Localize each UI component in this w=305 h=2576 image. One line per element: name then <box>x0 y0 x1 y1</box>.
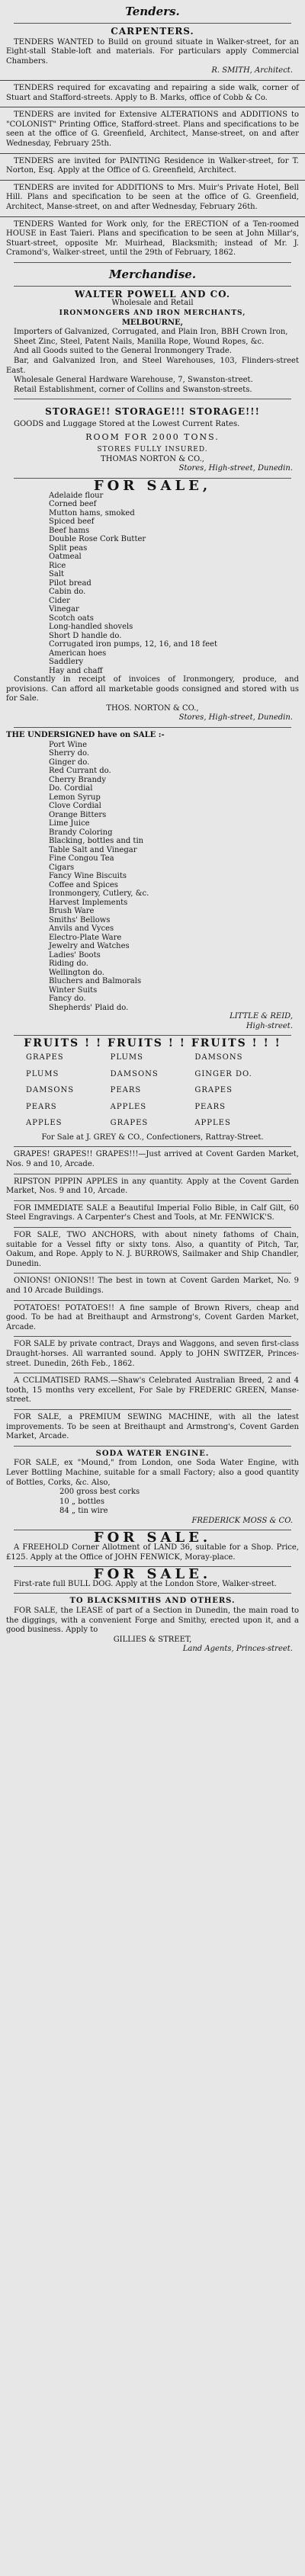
tender-signature: R. SMITH, Architect. <box>211 66 293 75</box>
list-item: Coffee and Spices <box>49 880 118 889</box>
tender-heading: CARPENTERS. <box>111 26 194 37</box>
item-list <box>6 741 299 1013</box>
tender-ad-excavating <box>0 80 305 107</box>
list-item: Orange Bitters <box>49 810 107 819</box>
ad-body: POTATOES! POTATOES!! A fine sample of Brown Rivers, cheap and good. To be had at Breithaupt and Armstrong's, Covent Garden Market, Arcade. <box>6 1303 299 1331</box>
tender-body: TENDERS are invited for Extensive ALTERATIONS and ADDITIONS to "COLONIST" Printing Office, Stafford-street. Plans and specifications to be seen at the office of G. Greenfield, Architect, Manse-street, on and after Wednesday, February 25th. <box>6 111 299 148</box>
list-item: Double Rose Cork Butter <box>49 535 146 544</box>
ad-title: FRUITS ! ! FRUITS ! ! FRUITS ! ! ! <box>24 1037 281 1050</box>
ad-walter-powell <box>0 287 305 399</box>
ad-signature: Stores, High-street, Dunedin. <box>178 713 293 722</box>
ad-title: SODA WATER ENGINE. <box>95 1449 210 1458</box>
list-item: Clove Cordial <box>49 802 101 811</box>
tender-ad-house-erection <box>0 216 305 262</box>
list-item: Port Wine <box>49 740 87 749</box>
tender-body: TENDERS required for excavating and repairing a side walk, corner of Stuart and Stafford-streets. Apply to B. Marks, office of Cobb & Co. <box>6 83 299 102</box>
list-item: Ginger do. <box>49 758 90 767</box>
list-item: Brandy Coloring <box>49 828 113 837</box>
tender-ad-carpenters <box>0 24 305 80</box>
ad-body: Retail Establishment, corner of Collins and Swanston-streets. <box>14 385 252 394</box>
small-ad <box>0 1174 305 1200</box>
item-list <box>6 1488 299 1517</box>
list-item: Spiced beef <box>49 517 95 527</box>
divider <box>14 262 291 263</box>
section-heading-merchandise: Merchandise. <box>108 267 197 281</box>
list-item: Riding do. <box>49 960 88 969</box>
list-item: Winter Suits <box>49 985 98 995</box>
small-ad <box>0 1274 305 1299</box>
list-item: Red Currant do. <box>49 767 111 776</box>
list-item: Sherry do. <box>49 749 90 758</box>
fruit-cell: DAMSONS <box>110 1069 159 1078</box>
list-item: Table Salt and Vinegar <box>49 845 137 854</box>
list-item: Salt <box>49 570 65 579</box>
list-item: Vinegar <box>49 605 79 614</box>
ad-subtitle: IRONMONGERS AND IRON MERCHANTS, <box>59 309 246 318</box>
list-item: Shepherds' Plaid do. <box>49 1003 129 1012</box>
list-item: Fancy Wine Biscuits <box>49 872 127 881</box>
small-ad <box>0 1301 305 1337</box>
list-item: Blacking, bottles and tin <box>49 837 144 846</box>
list-item: Electro-Plate Ware <box>49 933 122 942</box>
section-tenders <box>0 5 305 262</box>
list-item: Cigars <box>49 863 75 872</box>
tender-ad-colonist-office <box>0 107 305 152</box>
list-item: Short D handle do. <box>49 631 122 640</box>
ad-for-sale-norton <box>0 479 305 727</box>
fruit-grid <box>6 1049 299 1133</box>
list-item: Beef hams <box>49 526 90 535</box>
fruit-cell: PEARS <box>110 1086 142 1095</box>
ad-body: Importers of Galvanized, Corrugated, and Plain Iron, BBH Crown Iron, <box>14 328 288 337</box>
small-ad <box>0 1337 305 1373</box>
ad-title: FOR SALE. <box>93 1530 212 1546</box>
ad-subtitle: Wholesale and Retail <box>111 299 194 308</box>
list-item: Anvils and Vyces <box>49 924 114 934</box>
ad-highlight: ROOM FOR 2000 TONS. <box>85 431 220 442</box>
tender-ad-hotel-additions <box>0 180 305 216</box>
small-ad <box>0 1228 305 1273</box>
fruit-cell: APPLES <box>26 1119 63 1128</box>
small-ad <box>0 1201 305 1227</box>
tender-body: TENDERS are invited for PAINTING Residence in Walker-street, for T. Norton, Esq. Apply at the Office of G. Greenfield, Architect. <box>6 156 299 175</box>
list-item: Fine Congou Tea <box>49 854 114 863</box>
fruit-cell: APPLES <box>110 1102 147 1111</box>
ad-body: FOR SALE, TWO ANCHORS, with about ninety fathoms of Chain, suitable for a Vessel fifty or sixty tons. Also, a quantity of Pitch, Tar, Oakum, and Rope. Apply to N. J. BURROWS, Sailmaker and Ship Chandler, Dunedin. <box>6 1231 299 1268</box>
ad-body: ONIONS! ONIONS!! The best in town at Covent Garden Market, No. 9 and 10 Arcade Buildings. <box>6 1277 299 1295</box>
fruit-cell: GINGER DO. <box>194 1069 252 1078</box>
fruit-cell: APPLES <box>194 1119 231 1128</box>
list-item: 10 „ bottles <box>59 1497 104 1506</box>
list-item: Rice <box>49 561 66 570</box>
ad-signature: THOS. NORTON & CO., <box>106 703 199 713</box>
ad-body: FOR SALE, the LEASE of part of a Section in Dunedin, the main road to the diggings, with a convenient Forge and Smithy, erected upon it, and a good business. Apply to <box>6 1607 299 1635</box>
ad-fruits <box>0 1036 305 1146</box>
list-item: Wellington do. <box>49 968 104 977</box>
ad-title: FOR SALE, <box>93 477 212 494</box>
ad-bull-dog <box>0 1567 305 1593</box>
fruit-cell: PLUMS <box>110 1053 143 1062</box>
ad-signature: LITTLE & REID, <box>230 1012 293 1021</box>
ad-freehold <box>0 1530 305 1566</box>
ad-body: RIPSTON PIPPIN APPLES in any quantity. Apply at the Covent Garden Market, Nos. 9 and 10, Arcade. <box>6 1177 299 1196</box>
section-heading-tenders: Tenders. <box>125 5 180 18</box>
ad-body: FOR SALE by private contract, Drays and Waggons, and seven first-class Draught-horses. All warranted sound. Apply to JOHN SWITZER, Princes-street. Dunedin, 26th Feb., 1862. <box>6 1340 299 1368</box>
list-item: Lime Juice <box>49 819 90 828</box>
list-item: 200 gross best corks <box>59 1488 140 1497</box>
ad-signature: Stores, High-street, Dunedin. <box>178 464 293 473</box>
ad-title: TO BLACKSMITHS AND OTHERS. <box>69 1597 236 1606</box>
ad-body: Bar, and Galvanized Iron, and Steel Warehouses, 103, Flinders-street East. <box>6 357 299 375</box>
list-item: Bluchers and Balmorals <box>49 977 142 986</box>
list-item: Jewelry and Watches <box>49 942 130 951</box>
list-item: 84 „ tin wire <box>59 1507 108 1516</box>
list-item: Corrugated iron pumps, 12, 16, and 18 feet <box>49 640 217 649</box>
fruit-cell: DAMSONS <box>26 1086 75 1095</box>
list-item: Scotch oats <box>49 614 94 623</box>
ad-body: Sheet Zinc, Steel, Patent Nails, Manilla Rope, Wound Ropes, &c. <box>14 337 265 346</box>
fruit-cell: PLUMS <box>26 1069 59 1078</box>
ad-little-reid <box>0 728 305 1035</box>
list-item: Smiths' Bellows <box>49 915 111 924</box>
list-item: Cabin do. <box>49 588 86 597</box>
ad-subtitle: MELBOURNE, <box>121 318 184 327</box>
ad-body: GRAPES! GRAPES!! GRAPES!!!—Just arrived at Covent Garden Market, Nos. 9 and 10, Arcade. <box>6 1150 299 1169</box>
ad-title: THE UNDERSIGNED have on SALE :- <box>6 731 165 740</box>
item-list <box>6 492 299 676</box>
fruit-cell: PEARS <box>26 1102 57 1111</box>
ad-signature: For Sale at J. GREY & CO., Confectioners, Rattray-Street. <box>41 1133 264 1142</box>
ad-body: And all Goods suited to the General Ironmongery Trade. <box>14 347 232 356</box>
list-item: Oatmeal <box>49 553 82 562</box>
list-item: Saddlery <box>49 658 84 667</box>
ad-body: First-rate full BULL DOG. Apply at the London Store, Walker-street. <box>14 1579 277 1588</box>
list-item: Split peas <box>49 543 88 553</box>
ad-body: A FREEHOLD Corner Allotment of LAND 36, suitable for a Shop. Price, £125. Apply at the Office of JOHN FENWICK, Moray-place. <box>6 1543 299 1562</box>
list-item: Corned beef <box>49 500 97 509</box>
tender-body: TENDERS Wanted for Work only, for the ERECTION of a Ten-roomed HOUSE in East Taieri. Plans and specification to be seen at John Millar's, Stuart-street, opposite Mr. Muirhead, Blacksmith; instead of Mr. J. Cramond's, Walker-street, until the 29th of February, 1862. <box>6 219 299 258</box>
ad-body: Constantly in receipt of invoices of Ironmongery, produce, and provisions. Can afford all marketable goods consigned and stored with us for Sale. <box>6 675 299 703</box>
ad-title: FOR SALE. <box>93 1566 212 1583</box>
list-item: Mutton hams, smoked <box>49 508 135 517</box>
list-item: Ladies' Boots <box>49 950 101 960</box>
ad-blacksmiths <box>0 1594 305 1658</box>
ad-title: WALTER POWELL AND CO. <box>74 288 231 300</box>
list-item: Adelaide flour <box>49 491 104 500</box>
list-item: Hay and chaff <box>49 666 103 675</box>
fruit-cell: GRAPES <box>26 1053 64 1062</box>
list-item: Harvest Implements <box>49 898 128 907</box>
ad-storage <box>0 399 305 478</box>
ad-signature: FREDERICK MOSS & CO. <box>191 1516 293 1525</box>
ad-body: FOR IMMEDIATE SALE a Beautiful Imperial Folio Bible, in Calf Gilt, 60 Steel Engravings. A Carpenter's Chest and Tools, at Mr. FENWICK'S. <box>6 1203 299 1222</box>
ad-signature: THOMAS NORTON & CO., <box>101 454 204 463</box>
fruit-cell: GRAPES <box>194 1086 233 1095</box>
small-ad <box>0 1410 305 1446</box>
list-item: Pilot bread <box>49 578 92 588</box>
ad-body: Wholesale General Hardware Warehouse, 7, Swanston-street. <box>14 376 253 385</box>
fruit-cell: GRAPES <box>110 1119 149 1128</box>
small-ads-list <box>0 1146 305 1445</box>
tender-body: TENDERS are invited for ADDITIONS to Mrs. Muir's Private Hotel, Bell Hill. Plans and specification to be seen at the office of G. Greenfield, Architect, Manse-street, on and after Wednesday, February 26th. <box>6 183 299 211</box>
list-item: Ironmongery, Cutlery, &c. <box>49 889 149 899</box>
small-ad <box>0 1373 305 1409</box>
list-item: Cider <box>49 596 70 605</box>
list-item: Fancy do. <box>49 995 86 1004</box>
ad-body: GOODS and Luggage Stored at the Lowest Current Rates. <box>14 420 240 428</box>
list-item: American hoes <box>49 649 107 658</box>
ad-note: STORES FULLY INSURED. <box>97 446 208 454</box>
ad-signature: High-street. <box>246 1021 293 1030</box>
ad-signature: GILLIES & STREET, <box>113 1635 192 1644</box>
list-item: Cherry Brandy <box>49 775 106 784</box>
ad-body: FOR SALE, a PREMIUM SEWING MACHINE, with all the latest improvements. To be seen at Breithaupt and Armstrong's, Covent Garden Market, Arcade. <box>6 1412 299 1441</box>
list-item: Brush Ware <box>49 907 95 916</box>
fruit-cell: DAMSONS <box>194 1053 243 1062</box>
ad-title: STORAGE!! STORAGE!!! STORAGE!!! <box>45 406 260 418</box>
ad-soda-water-engine <box>0 1447 305 1530</box>
list-item: Lemon Syrup <box>49 793 101 802</box>
list-item: Long-handled shovels <box>49 623 133 632</box>
ad-signature: Land Agents, Princes-street. <box>182 1645 293 1654</box>
tender-body: TENDERS WANTED to Build on ground situate in Walker-street, for an Eight-stall Stable-loft and materials. For particulars apply Commercial Chambers. <box>6 37 299 66</box>
small-ad <box>0 1147 305 1173</box>
ad-body: A CCLIMATISED RAMS.—Shaw's Celebrated Australian Breed, 2 and 4 tooth, 15 months very excellent, For Sale by FREDERIC GREEN, Manse-street. <box>6 1376 299 1405</box>
ad-body: FOR SALE, ex "Mound," from London, one Soda Water Engine, with Lever Bottling Machine, suitable for a small Factory; also a good quantity of Bottles, Corks, &c. Also, <box>6 1459 299 1487</box>
list-item: Do. Cordial <box>49 784 93 793</box>
tender-ad-painting <box>0 153 305 180</box>
fruit-cell: PEARS <box>194 1102 226 1111</box>
